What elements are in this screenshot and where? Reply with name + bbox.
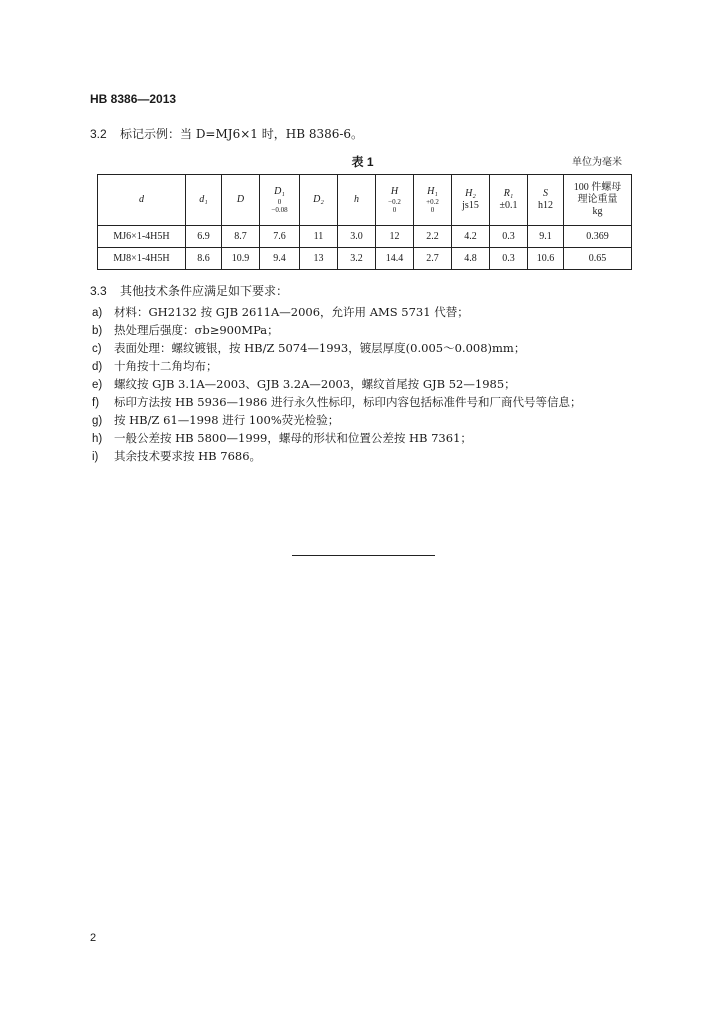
table-cell: 2.7 (414, 248, 452, 270)
table-cell: 3.2 (338, 248, 376, 270)
list-item: f) 标印方法按 HB 5936—1986 进行永久性标印，标印内容包括标准件号和厂商代号等信息； (92, 395, 582, 409)
table-cell: 10.6 (528, 248, 564, 270)
list-item: c) 表面处理：螺纹镀银，按 HB/Z 5074—1993，镀层厚度(0.005～0.008)mm； (92, 341, 526, 355)
header-cell: h (338, 175, 376, 226)
header-cell: H₂ js15 (452, 175, 490, 226)
table-unit: 单位为毫米 (572, 157, 622, 168)
section-3-3 (90, 283, 288, 299)
list-item: a) 材料：GH2132 按 GJB 2611A—2006，允许用 AMS 5731 代替； (92, 305, 469, 319)
table-cell: 8.7 (222, 226, 260, 248)
table-cell: 3.0 (338, 226, 376, 248)
header-cell: 100 件螺母 理论重量 kg (564, 175, 632, 226)
list-item: h) 一般公差按 HB 5800—1999，螺母的形状和位置公差按 HB 7361； (92, 431, 472, 445)
header-cell: D₁ 0 −0.08 (260, 175, 300, 226)
table-cell: 11 (300, 226, 338, 248)
table-row (98, 248, 632, 270)
table-cell: 2.2 (414, 226, 452, 248)
list-item: b) 热处理后强度：σb≥900MPa； (92, 323, 279, 337)
list-item: d) 十角按十二角均布； (92, 359, 218, 373)
table-cell: 13 (300, 248, 338, 270)
header-cell: R₁ ±0.1 (490, 175, 528, 226)
table-cell: 0.65 (564, 248, 632, 270)
table-cell: 0.3 (490, 248, 528, 270)
header-cell: D (222, 175, 260, 226)
table-cell: 10.9 (222, 248, 260, 270)
table-cell: 6.9 (186, 226, 222, 248)
page-number: 2 (90, 932, 97, 944)
table-cell: 8.6 (186, 248, 222, 270)
end-rule (292, 555, 435, 556)
table-cell: 12 (376, 226, 414, 248)
header-cell: D₂ (300, 175, 338, 226)
table-cell: MJ6×1-4H5H (98, 226, 186, 248)
section-3-3-number: 3.3 (90, 284, 107, 298)
table-cell: 4.2 (452, 226, 490, 248)
list-item: i) 其余技术要求按 HB 7686。 (92, 449, 262, 463)
header-cell: H −0.2 0 (376, 175, 414, 226)
spec-table (97, 174, 632, 270)
table-cell: 7.6 (260, 226, 300, 248)
list-item: g) 按 HB/Z 61—1998 进行 100%荧光检验； (92, 413, 340, 427)
list-item: e) 螺纹按 GJB 3.1A—2003、GJB 3.2A—2003，螺纹首尾按 GJB 52—1985； (92, 377, 516, 391)
table-header-row (98, 175, 632, 226)
header-cell: d₁ (186, 175, 222, 226)
header-cell: S h12 (528, 175, 564, 226)
table-row (98, 226, 632, 248)
document-code: HB 8386—2013 (90, 92, 177, 106)
header-cell: H₁ +0.2 0 (414, 175, 452, 226)
header-cell: d (98, 175, 186, 226)
table-cell: 9.4 (260, 248, 300, 270)
table-cell: 9.1 (528, 226, 564, 248)
requirements-list (92, 303, 581, 465)
section-3-3-text: 其他技术条件应满足如下要求： (120, 284, 289, 298)
table-cell: 14.4 (376, 248, 414, 270)
section-3-2 (90, 126, 363, 142)
table-cell: 4.8 (452, 248, 490, 270)
table-cell: 0.369 (564, 226, 632, 248)
table-cell: 0.3 (490, 226, 528, 248)
section-3-2-number: 3.2 (90, 127, 107, 141)
table-title: 表 1 (351, 155, 374, 169)
section-3-2-text: 标记示例：当 D=MJ6×1 时，HB 8386-6。 (120, 127, 364, 141)
table-cell: MJ8×1-4H5H (98, 248, 186, 270)
